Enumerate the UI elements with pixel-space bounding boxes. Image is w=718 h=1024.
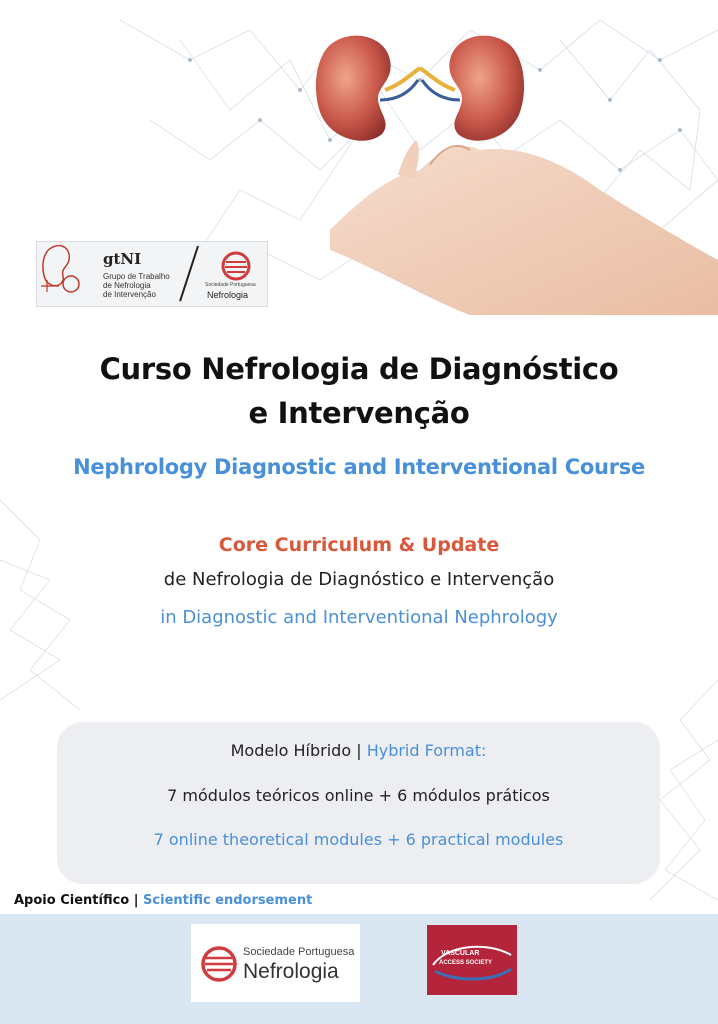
network-decoration-left: [0, 480, 120, 720]
spn-small-name: Nefrologia: [207, 290, 249, 300]
spn-name: Nefrologia: [243, 960, 339, 983]
vas-icon: [427, 925, 517, 995]
modules-pt: 7 módulos teóricos online + 6 módulos práticos: [167, 786, 550, 805]
modules-en: 7 online theoretical modules + 6 practical modules: [153, 830, 564, 849]
vas-text-2: ACCESS SOCIETY: [439, 960, 493, 966]
gtni-subtitle-line: Grupo de Trabalho: [103, 272, 170, 281]
gtni-subtitle-line: de Nefrologia: [103, 281, 151, 290]
hero-illustration: [0, 0, 718, 315]
format-label-en: Hybrid Format:: [366, 741, 487, 760]
page-title-line-1: Curso Nefrologia de Diagnóstico: [99, 352, 619, 386]
gtni-name: gtNI: [103, 250, 142, 268]
format-info-box: [57, 722, 660, 884]
spn-icon: [199, 944, 239, 984]
spn-small-caption: Sociedade Portuguesa: [205, 282, 256, 288]
kidney-logo-icon: [37, 242, 93, 296]
core-curriculum-pt: de Nefrologia de Diagnóstico e Intervenção: [163, 569, 555, 590]
vas-text-1: VASCULAR: [441, 950, 480, 957]
vas-sponsor-logo: [427, 925, 517, 995]
sponsors-footer: [0, 914, 718, 1024]
endorsement-label: [14, 893, 312, 908]
format-separator: |: [351, 741, 367, 760]
page-title-line-2: e Intervenção: [248, 396, 470, 430]
core-curriculum-heading: Core Curriculum & Update: [218, 534, 500, 556]
spn-caption: Sociedade Portuguesa: [243, 946, 355, 958]
core-curriculum-en: in Diagnostic and Interventional Nephrology: [160, 607, 558, 628]
gtni-logo-box: [36, 241, 268, 307]
endorsement-pt: Apoio Científico: [14, 893, 130, 908]
spn-sponsor-logo: [191, 924, 360, 1002]
format-label: [57, 741, 660, 760]
endorsement-en: Scientific endorsement: [143, 893, 313, 908]
format-label-pt: Modelo Híbrido: [230, 741, 352, 760]
spn-logo-icon: [220, 250, 252, 282]
endorsement-separator: |: [129, 893, 144, 908]
gtni-subtitle-line: de Intervenção: [103, 290, 156, 299]
english-title: Nephrology Diagnostic and Interventional Course: [73, 455, 645, 479]
